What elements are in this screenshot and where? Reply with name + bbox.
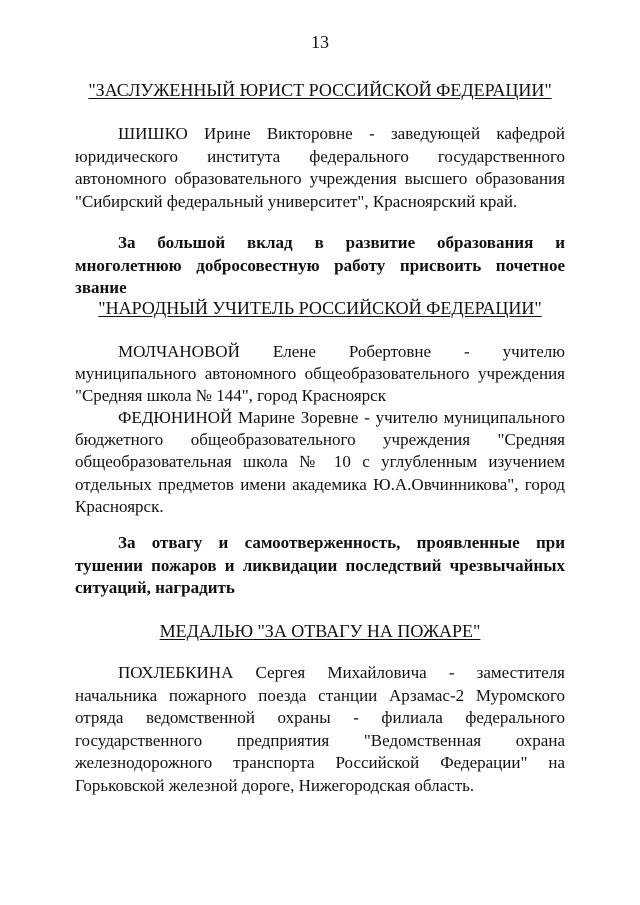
awardee-fedyunina: ФЕДЮНИНОЙ Марине Зоревне - учителю муниципального бюджетного общеобразовательного учреждения "Средняя общеобразовательная школа № 10 с углубленным изучением отдельных предметов имени академика Ю.А.Овчинникова", город Красноярск. [75,408,565,516]
awardee-shishko: ШИШКО Ирине Викторовне - заведующей кафедрой юридического института федерального государственного автономного образовательного учреждения высшего образования "Сибирский федеральный университет", Красноярский край. [75,124,565,211]
awardee-pokhlebkin: ПОХЛЕБКИНА Сергея Михайловича - заместителя начальника пожарного поезда станции Арзамас-2 Муромского отряда ведомственной охраны - филиала федерального государственного предприятия "Ведомственная охрана железнодорожного транспорта Российской Федерации" на Горьковской железной дороге, Нижегородская область. [75,663,565,795]
decree-text-fire: За отвагу и самоотверженность, проявленные при тушении пожаров и ликвидации последствий чрезвычайных ситуаций, наградить [75,533,565,598]
awardee-molchanova: МОЛЧАНОВОЙ Елене Робертовне - учителю муниципального автономного общеобразовательного учреждения "Средняя школа № 144", город Красноярск [75,342,565,406]
award-heading-lawyer: "ЗАСЛУЖЕННЫЙ ЮРИСТ РОССИЙСКОЙ ФЕДЕРАЦИИ" [88,80,552,100]
page-number: 13 [311,32,329,52]
award-heading-fire-medal: МЕДАЛЬЮ "ЗА ОТВАГУ НА ПОЖАРЕ" [159,621,481,641]
decree-text-education: За большой вклад в развитие образования и многолетнюю добросовестную работу присвоить почетное звание [75,233,565,298]
award-heading-teacher: "НАРОДНЫЙ УЧИТЕЛЬ РОССИЙСКОЙ ФЕДЕРАЦИИ" [98,298,542,318]
